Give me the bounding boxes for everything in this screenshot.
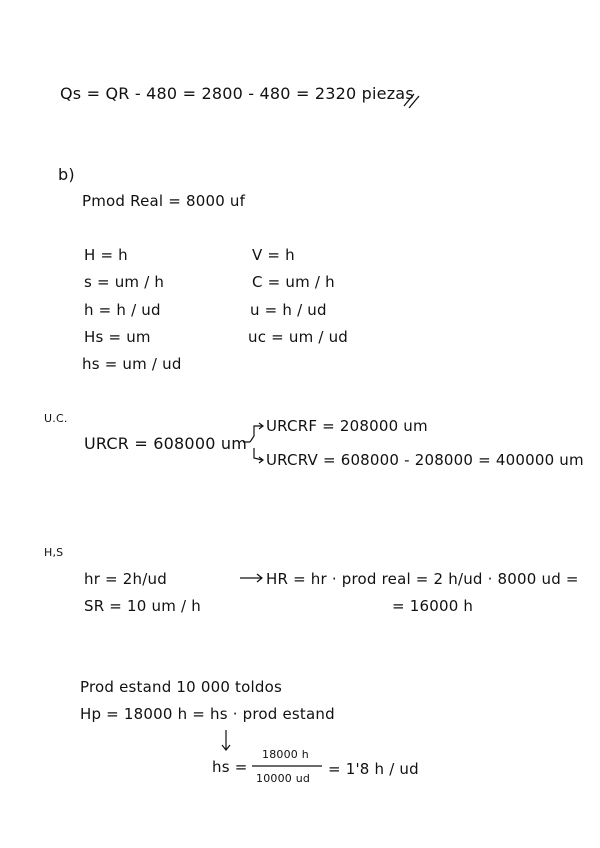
hs-label: hs = — [212, 758, 248, 776]
prod-estand: Prod estand 10 000 toldos — [80, 678, 282, 696]
hs-result: = 1'8 h / ud — [328, 760, 419, 778]
part-b-heading: b) — [58, 165, 75, 184]
def-uc: uc = um / ud — [248, 328, 348, 346]
hr-result: = 16000 h — [392, 597, 474, 615]
def-u: u = h / ud — [250, 301, 327, 319]
def-s: s = um / h — [84, 273, 165, 291]
fraction-numerator: 18000 h — [262, 748, 309, 761]
def-Hs: Hs = um — [84, 328, 151, 346]
sr-value: SR = 10 um / h — [84, 597, 201, 615]
def-hs: hs = um / ud — [82, 355, 182, 373]
hr-calculation: HR = hr · prod real = 2 h/ud · 8000 ud = — [266, 570, 579, 588]
uc-heading: U.C. — [44, 412, 68, 425]
def-h: h = h / ud — [84, 301, 161, 319]
uc-total: URCR = 608000 um — [84, 434, 247, 453]
def-V: V = h — [252, 246, 295, 264]
line-qs: Qs = QR - 480 = 2800 - 480 = 2320 piezas — [60, 84, 414, 103]
uc-crv: URCRV = 608000 - 208000 = 400000 um — [266, 451, 584, 469]
hs-heading: H,S — [44, 546, 64, 559]
def-H: H = h — [84, 246, 128, 264]
pmod-line: Pmod Real = 8000 uf — [82, 192, 246, 210]
hp-line: Hp = 18000 h = hs · prod estand — [80, 705, 335, 723]
def-C: C = um / h — [252, 273, 335, 291]
uc-crf: URCRF = 208000 um — [266, 417, 428, 435]
hr-value: hr = 2h/ud — [84, 570, 167, 588]
fraction-denominator: 10000 ud — [256, 772, 311, 785]
